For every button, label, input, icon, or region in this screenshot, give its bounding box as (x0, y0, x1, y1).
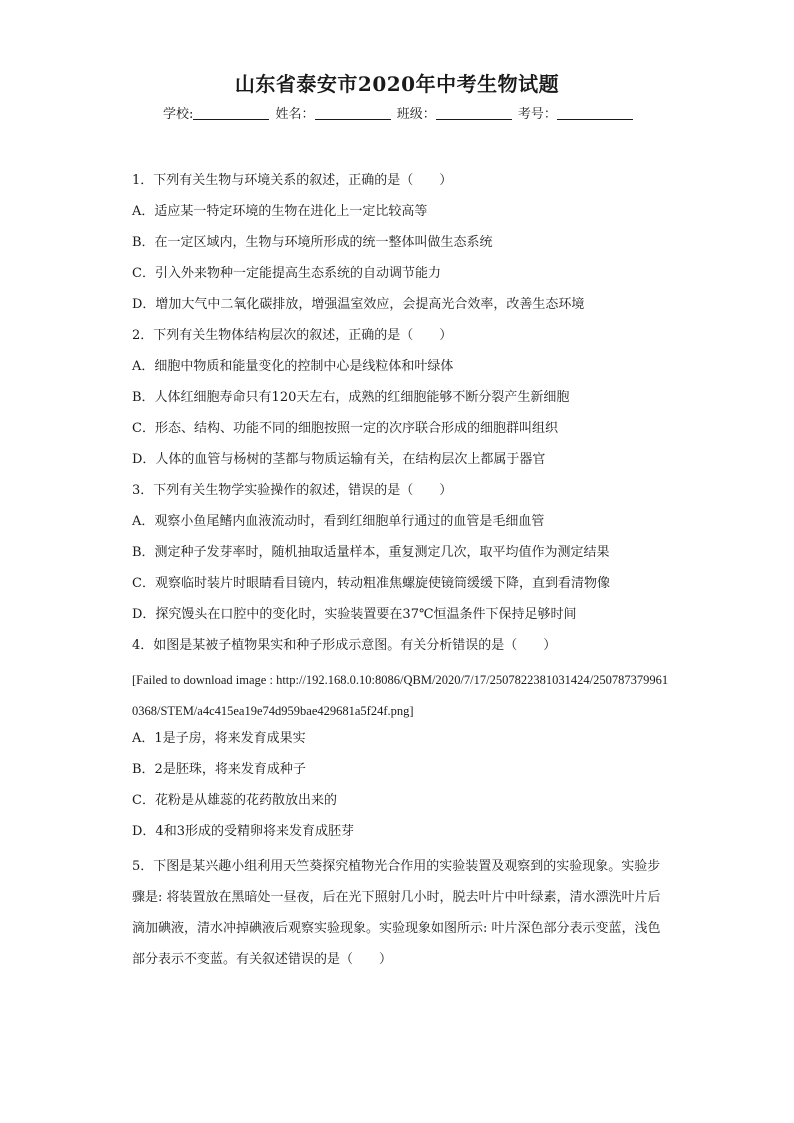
option-b: B．2是胚珠，将来发育成种子 (132, 762, 306, 777)
question-1 (132, 169, 672, 324)
option-d: D．4和3形成的受精卵将来发育成胚芽 (132, 824, 354, 839)
name-blank[interactable] (315, 107, 391, 120)
option-a: A．1是子房，将来发育成果实 (132, 731, 306, 746)
option-d: D．人体的血管与杨树的茎都与物质运输有关，在结构层次上都属于器官 (132, 452, 546, 467)
class-blank[interactable] (436, 107, 512, 120)
option-b: B．在一定区域内，生物与环境所形成的统一整体叫做生态系统 (132, 235, 493, 250)
option-d: D．探究馒头在口腔中的变化时，实验装置要在37℃恒温条件下保持足够时间 (132, 607, 577, 622)
option-a: A．观察小鱼尾鳍内血液流动时，看到红细胞单行通过的血管是毛细血管 (132, 514, 545, 529)
question-4 (132, 634, 672, 851)
school-blank[interactable] (193, 107, 269, 120)
student-info-line (163, 103, 635, 122)
option-c: C．形态、结构、功能不同的细胞按照一定的次序联合形成的细胞群叫组织 (132, 421, 558, 436)
image-download-error: [Failed to download image : http://192.168.0.10:8086/QBM/2020/7/17/2507822381031424/2507873799610368/STEM/a4c415ea19e74d959bae429681a5f24f.png] (132, 673, 669, 718)
class-label: 班级： (396, 107, 436, 122)
question-stem: 4．如图是某被子植物果实和种子形成示意图。有关分析错误的是（ ） (132, 638, 557, 653)
page-title: 山东省泰安市2020年中考生物试题 (234, 72, 560, 96)
question-stem: 3．下列有关生物学实验操作的叙述，错误的是（ ） (132, 483, 453, 498)
school-label: 学校: (163, 107, 194, 122)
option-d: D．增加大气中二氧化碳排放，增强温室效应，会提高光合效率，改善生态环境 (132, 297, 585, 312)
option-a: A．细胞中物质和能量变化的控制中心是线粒体和叶绿体 (132, 359, 454, 374)
question-5 (132, 851, 672, 975)
option-c: C．观察临时装片时眼睛看目镜内，转动粗准焦螺旋使镜筒缓缓下降，直到看清物像 (132, 576, 610, 591)
question-stem: 1．下列有关生物与环境关系的叙述，正确的是（ ） (132, 173, 453, 188)
name-label: 姓名： (275, 107, 315, 122)
question-3 (132, 479, 672, 634)
option-b: B．人体红细胞寿命只有120天左右，成熟的红细胞能够不断分裂产生新细胞 (132, 390, 570, 405)
option-a: A．适应某一特定环境的生物在进化上一定比较高等 (132, 204, 428, 219)
option-c: C．花粉是从雄蕊的花药散放出来的 (132, 793, 337, 808)
question-2 (132, 324, 672, 479)
option-c: C．引入外来物种一定能提高生态系统的自动调节能力 (132, 266, 441, 281)
question-stem: 2．下列有关生物体结构层次的叙述，正确的是（ ） (132, 328, 453, 343)
option-b: B．测定种子发芽率时，随机抽取适量样本，重复测定几次，取平均值作为测定结果 (132, 545, 610, 560)
number-blank[interactable] (557, 107, 633, 120)
question-stem: 5．下图是某兴趣小组利用天竺葵探究植物光合作用的实验装置及观察到的实验现象。实验步骤是: 将装置放在黑暗处一昼夜，后在光下照射几小时，脱去叶片中叶绿素，清水漂洗叶片后滴加碘液，清水冲掉碘液后观察实验现象。实验现象如图所示: 叶片深色部分表示变蓝，浅色部分表示不变蓝。有关叙述错误的是（ ） (132, 859, 661, 967)
question-list (132, 169, 672, 975)
number-label: 考号： (517, 107, 557, 122)
